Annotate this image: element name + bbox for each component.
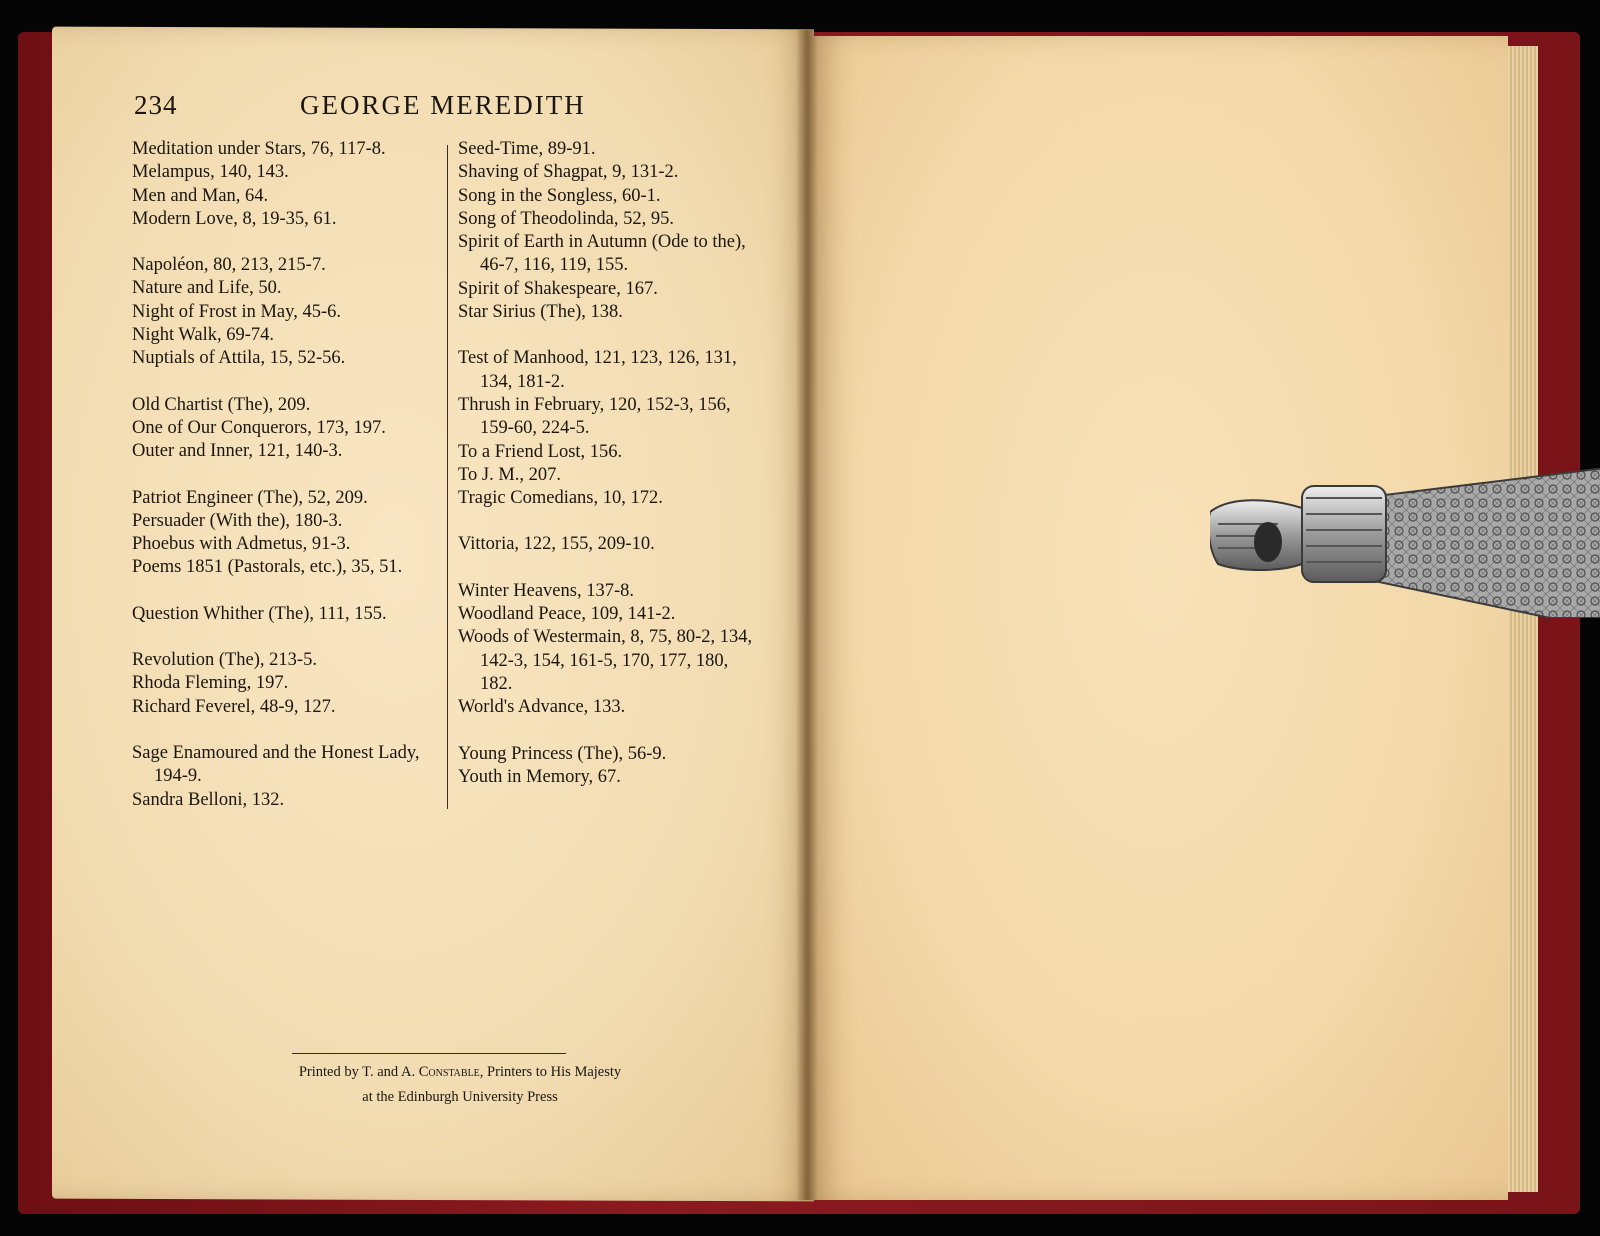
page-number: 234 <box>134 90 178 120</box>
book-gutter <box>796 30 818 1200</box>
index-entry: Old Chartist (The), 209. <box>132 394 311 415</box>
index-entry: Tragic Comedians, 10, 172. <box>458 488 663 509</box>
index-entry: Nuptials of Attila, 15, 52-56. <box>132 348 346 369</box>
index-section-gap <box>132 580 444 603</box>
index-entry: Richard Feverel, 48-9, 127. <box>132 696 336 717</box>
index-entry: Phoebus with Admetus, 91-3. <box>132 534 351 555</box>
index-entry: Nature and Life, 50. <box>132 278 282 299</box>
index-entry: To a Friend Lost, 156. <box>458 441 623 462</box>
index-entry: To J. M., 207. <box>458 464 562 485</box>
index-entry: Thrush in February, 120, 152-3, 156, 159-60, 224-5. <box>458 394 731 439</box>
index-entry: Persuader (With the), 180-3. <box>132 510 343 531</box>
index-entry: Sage Enamoured and the Honest Lady, 194-9. <box>132 742 420 787</box>
index-entry: Test of Manhood, 121, 123, 126, 131, 134, 181-2. <box>458 348 737 392</box>
index-section-gap <box>458 720 758 743</box>
right-page <box>808 36 1508 1200</box>
imprint-prefix: Printed by T. and A. <box>298 1064 419 1080</box>
index-entry: Patriot Engineer (The), 52, 209. <box>132 487 368 508</box>
index-entry: Woods of Westermain, 8, 75, 80-2, 134, 142-3, 154, 161-5, 170, 177, 180, 182. <box>458 627 753 694</box>
index-entry: Napoléon, 80, 213, 215-7. <box>132 255 326 276</box>
index-entry: Modern Love, 8, 19-35, 61. <box>132 208 337 229</box>
index-entry: Song of Theodolinda, 52, 95. <box>458 208 674 229</box>
index-section-gap <box>458 510 758 533</box>
index-entry: Poems 1851 (Pastorals, etc.), 35, 51. <box>132 557 403 578</box>
printer-imprint <box>200 1060 720 1110</box>
imprint-printer-name: Constable <box>418 1064 480 1080</box>
index-entry: Vittoria, 122, 155, 209-10. <box>458 534 655 555</box>
index-entry: Night Walk, 69-74. <box>132 325 275 346</box>
imprint-rule <box>292 1053 566 1054</box>
index-entry: Youth in Memory, 67. <box>458 766 621 787</box>
index-entry: Shaving of Shagpat, 9, 131-2. <box>458 162 679 183</box>
ornate-silver-hand-clasp-icon <box>1210 468 1600 618</box>
index-entry: Spirit of Earth in Autumn (Ode to the), 46-7, 116, 119, 155. <box>458 232 746 276</box>
running-title: GEORGE MEREDITH <box>300 90 586 120</box>
index-entry: Winter Heavens, 137-8. <box>458 580 634 601</box>
column-divider <box>447 145 448 809</box>
index-column-right <box>458 138 758 789</box>
index-section-gap <box>458 324 758 347</box>
index-entry: Melampus, 140, 143. <box>132 162 289 183</box>
index-entry: Star Sirius (The), 138. <box>458 302 623 323</box>
index-column-left <box>132 138 444 812</box>
index-entry: Woodland Peace, 109, 141-2. <box>458 604 676 625</box>
index-entry: Sandra Belloni, 132. <box>132 789 285 810</box>
index-entry: Spirit of Shakespeare, 167. <box>458 278 658 299</box>
imprint-suffix: , Printers to His Majesty <box>479 1064 622 1080</box>
index-entry: Young Princess (The), 56-9. <box>458 743 667 764</box>
index-entry: Rhoda Fleming, 197. <box>132 673 289 694</box>
page-edges <box>1508 46 1538 1192</box>
index-entry: Revolution (The), 213-5. <box>132 650 317 671</box>
index-section-gap <box>132 371 444 394</box>
index-entry: World's Advance, 133. <box>458 697 626 718</box>
index-section-gap <box>458 557 758 580</box>
index-section-gap <box>132 231 444 254</box>
index-entry: Night of Frost in May, 45-6. <box>132 301 341 322</box>
index-entry: Men and Man, 64. <box>132 185 269 206</box>
index-section-gap <box>132 626 444 649</box>
imprint-line-1 <box>200 1060 720 1085</box>
index-section-gap <box>132 719 444 742</box>
index-entry: Seed-Time, 89-91. <box>458 139 596 159</box>
index-entry: One of Our Conquerors, 173, 197. <box>132 417 386 438</box>
index-entry: Outer and Inner, 121, 140-3. <box>132 441 343 462</box>
index-entry: Meditation under Stars, 76, 117-8. <box>132 139 386 159</box>
imprint-line-2: at the Edinburgh University Press <box>362 1089 558 1105</box>
index-entry: Question Whither (The), 111, 155. <box>132 603 387 624</box>
index-section-gap <box>132 464 444 487</box>
index-entry: Song in the Songless, 60-1. <box>458 185 661 206</box>
